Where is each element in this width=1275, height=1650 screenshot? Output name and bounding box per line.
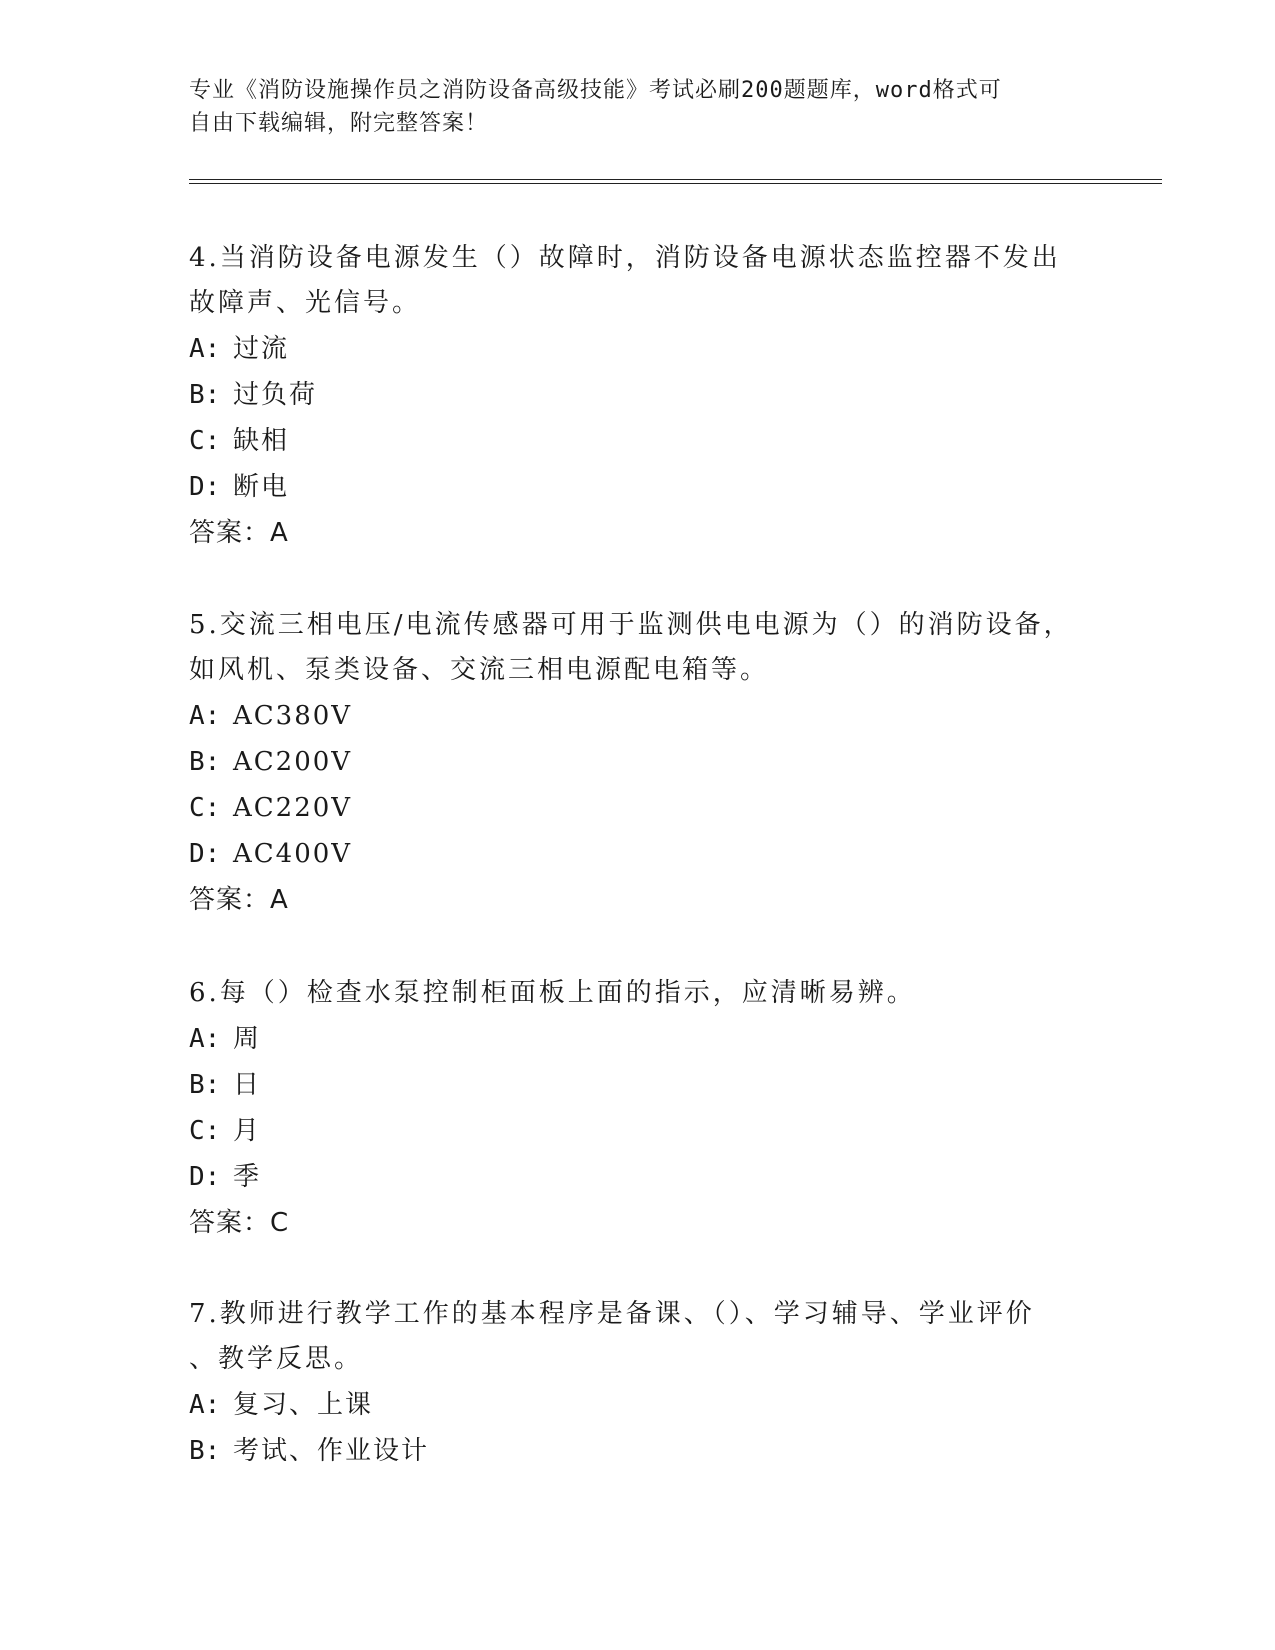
- option-text: AC380V: [233, 701, 353, 731]
- option-text: AC200V: [233, 747, 353, 777]
- question-stem-line: 5.交流三相电压/电流传感器可用于监测供电电源为（）的消防设备，: [189, 610, 1073, 640]
- option-letter: A:: [189, 701, 221, 731]
- question-stem-line: 4.当消防设备电源发生（）故障时，消防设备电源状态监控器不发出: [189, 243, 1061, 273]
- option-b: [189, 1062, 1089, 1108]
- option-letter: A:: [189, 1024, 221, 1054]
- question-5: [189, 603, 1089, 923]
- option-text: 缺相: [233, 426, 290, 456]
- option-letter: A:: [189, 1390, 221, 1420]
- question-stem: [189, 603, 1089, 693]
- option-d: [189, 1154, 1089, 1200]
- option-a: [189, 1016, 1089, 1062]
- question-4: [189, 236, 1089, 556]
- question-stem-line: 故障声、光信号。: [189, 288, 422, 318]
- option-c: [189, 785, 1089, 831]
- option-b: [189, 1428, 1089, 1474]
- question-stem: [189, 236, 1089, 326]
- question-stem-line: 6.每（）检查水泵控制柜面板上面的指示，应清晰易辨。: [189, 978, 916, 1008]
- option-b: [189, 739, 1089, 785]
- option-text: 季: [233, 1162, 262, 1192]
- option-text: 日: [233, 1070, 262, 1100]
- option-b: [189, 372, 1089, 418]
- option-text: 月: [233, 1116, 262, 1146]
- question-6: [189, 971, 1089, 1246]
- option-letter: C:: [189, 1116, 221, 1146]
- option-letter: B:: [189, 1070, 221, 1100]
- header-line-2: 自由下载编辑，附完整答案！: [189, 111, 489, 136]
- option-d: [189, 831, 1089, 877]
- option-c: [189, 1108, 1089, 1154]
- question-stem-line: 、教学反思。: [189, 1344, 364, 1374]
- option-a: [189, 1382, 1089, 1428]
- question-stem-line: 如风机、泵类设备、交流三相电源配电箱等。: [189, 655, 770, 685]
- question-stem: [189, 1292, 1089, 1382]
- option-letter: C:: [189, 426, 221, 456]
- header-divider-top: [189, 179, 1162, 180]
- answer-label: 答案：C: [189, 1208, 290, 1238]
- answer-label: 答案：A: [189, 885, 289, 915]
- option-a: [189, 326, 1089, 372]
- document-header: [189, 74, 1069, 140]
- option-letter: D:: [189, 839, 221, 869]
- option-text: 考试、作业设计: [233, 1436, 430, 1466]
- option-text: 复习、上课: [233, 1390, 374, 1420]
- option-letter: A:: [189, 334, 221, 364]
- option-c: [189, 418, 1089, 464]
- option-letter: B:: [189, 1436, 221, 1466]
- option-d: [189, 464, 1089, 510]
- option-text: AC400V: [233, 839, 353, 869]
- option-letter: D:: [189, 472, 221, 502]
- question-stem: [189, 971, 1089, 1016]
- option-text: 周: [233, 1024, 262, 1054]
- option-letter: B:: [189, 747, 221, 777]
- option-text: 过负荷: [233, 380, 318, 410]
- option-letter: B:: [189, 380, 221, 410]
- header-line-1: 专业《消防设施操作员之消防设备高级技能》考试必刷200题题库，word格式可: [189, 78, 1002, 103]
- option-text: 断电: [233, 472, 290, 502]
- answer-label: 答案：A: [189, 518, 289, 548]
- option-text: AC220V: [233, 793, 353, 823]
- option-letter: D:: [189, 1162, 221, 1192]
- option-letter: C:: [189, 793, 221, 823]
- header-divider-bottom: [189, 183, 1162, 184]
- option-a: [189, 693, 1089, 739]
- option-text: 过流: [233, 334, 290, 364]
- question-7: [189, 1292, 1089, 1474]
- question-stem-line: 7.教师进行教学工作的基本程序是备课、（）、学习辅导、学业评价: [189, 1299, 1035, 1329]
